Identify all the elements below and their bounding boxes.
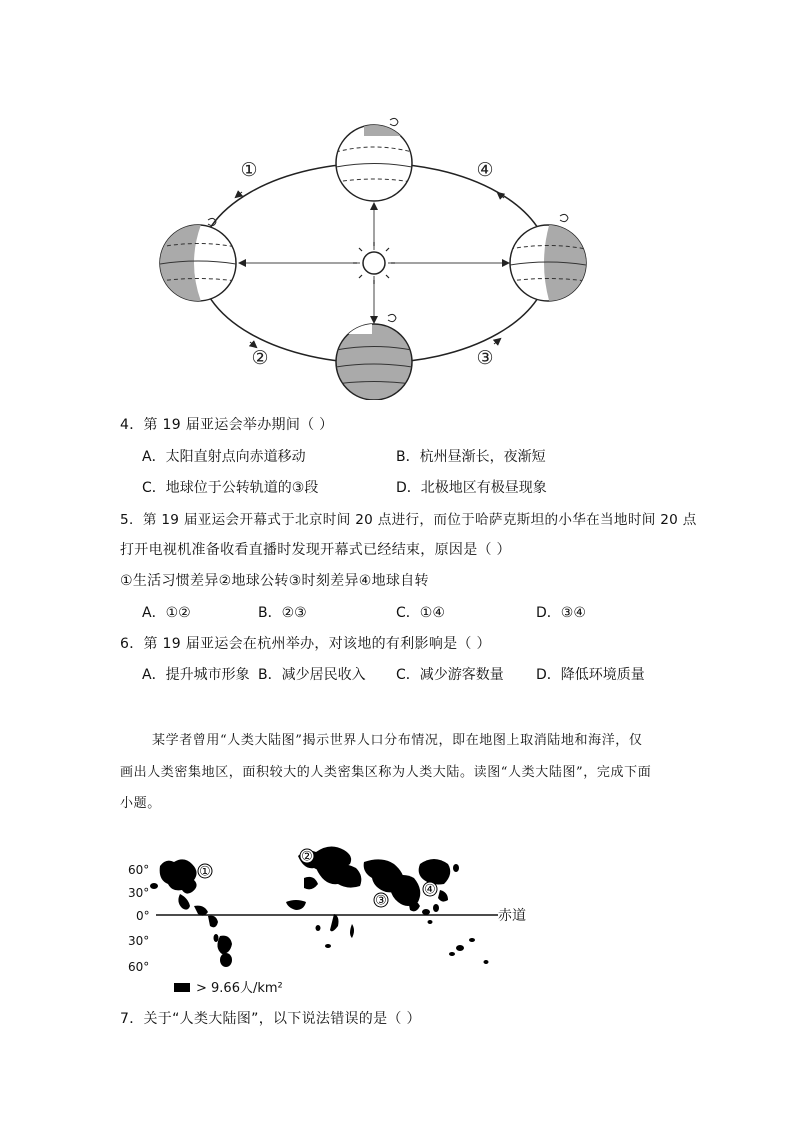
- q6-option-c[interactable]: C．减少游客数量: [396, 667, 504, 683]
- earth-right: [510, 214, 590, 304]
- lat-label-60n: 60°: [128, 863, 150, 877]
- q4-option-d[interactable]: D．北极地区有极昼现象: [396, 480, 547, 496]
- human-continent-map: [120, 828, 540, 1000]
- equator-label: 赤道: [498, 908, 526, 924]
- svg-text:④: ④: [424, 882, 436, 898]
- legend-label: > 9.66人/km²: [196, 981, 283, 996]
- q4-option-a[interactable]: A．太阳直射点向赤道移动: [142, 449, 306, 465]
- passage-line2: 画出人类密集地区，面积较大的人类密集区称为人类大陆。读图“人类大陆图”，完成下面: [120, 765, 652, 780]
- segment-label-2: ②: [251, 347, 269, 369]
- map-marker-2: [300, 849, 314, 865]
- lat-label-30n: 30°: [128, 886, 150, 900]
- q5-stem-line2: 打开电视机准备收看直播时发现开幕式已经结束，原因是（ ）: [120, 542, 511, 558]
- svg-text:②: ②: [301, 849, 313, 865]
- orbit-diagram: [150, 112, 600, 400]
- q4-option-c[interactable]: C．地球位于公转轨道的③段: [142, 480, 319, 496]
- q5-option-a[interactable]: A．①②: [142, 605, 191, 621]
- q5-option-d[interactable]: D．③④: [536, 605, 586, 621]
- map-marker-4: [423, 882, 437, 898]
- passage-line1: 某学者曾用“人类大陆图”揭示世界人口分布情况，即在地图上取消陆地和海洋，仅: [152, 733, 643, 748]
- earth-left: [160, 218, 236, 304]
- svg-text:③: ③: [375, 893, 387, 909]
- q6-option-b[interactable]: B．减少居民收入: [258, 667, 366, 683]
- q4-option-b[interactable]: B．杭州昼渐长，夜渐短: [396, 449, 546, 465]
- legend-swatch: [174, 983, 190, 992]
- segment-label-3: ③: [476, 347, 494, 369]
- q5-stem-line1: 5．第 19 届亚运会开幕式于北京时间 20 点进行，而位于哈萨克斯坦的小华在当地时间 20 点: [120, 512, 697, 528]
- lat-label-30s: 30°: [128, 934, 150, 948]
- earth-top: [336, 118, 424, 201]
- map-marker-3: [374, 893, 388, 909]
- map-marker-1: [198, 864, 212, 880]
- earth-bottom: [336, 314, 412, 400]
- segment-label-1: ①: [240, 159, 258, 181]
- q4-stem: 4．第 19 届亚运会举办期间（ ）: [120, 417, 334, 433]
- q7-stem: 7．关于“人类大陆图”，以下说法错误的是（ ）: [120, 1011, 421, 1027]
- segment-label-4: ④: [476, 159, 494, 181]
- q5-option-c[interactable]: C．①④: [396, 605, 445, 621]
- lat-label-60s: 60°: [128, 960, 150, 974]
- lat-label-0: 0°: [136, 909, 150, 923]
- q6-stem: 6．第 19 届亚运会在杭州举办，对该地的有利影响是（ ）: [120, 636, 491, 652]
- q6-option-a[interactable]: A．提升城市形象: [142, 667, 250, 683]
- q6-option-d[interactable]: D．降低环境质量: [536, 667, 645, 683]
- svg-text:①: ①: [199, 864, 211, 880]
- passage-line3: 小题。: [120, 796, 161, 811]
- q5-option-b[interactable]: B．②③: [258, 605, 307, 621]
- q5-choices: ①生活习惯差异②地球公转③时刻差异④地球自转: [120, 573, 429, 589]
